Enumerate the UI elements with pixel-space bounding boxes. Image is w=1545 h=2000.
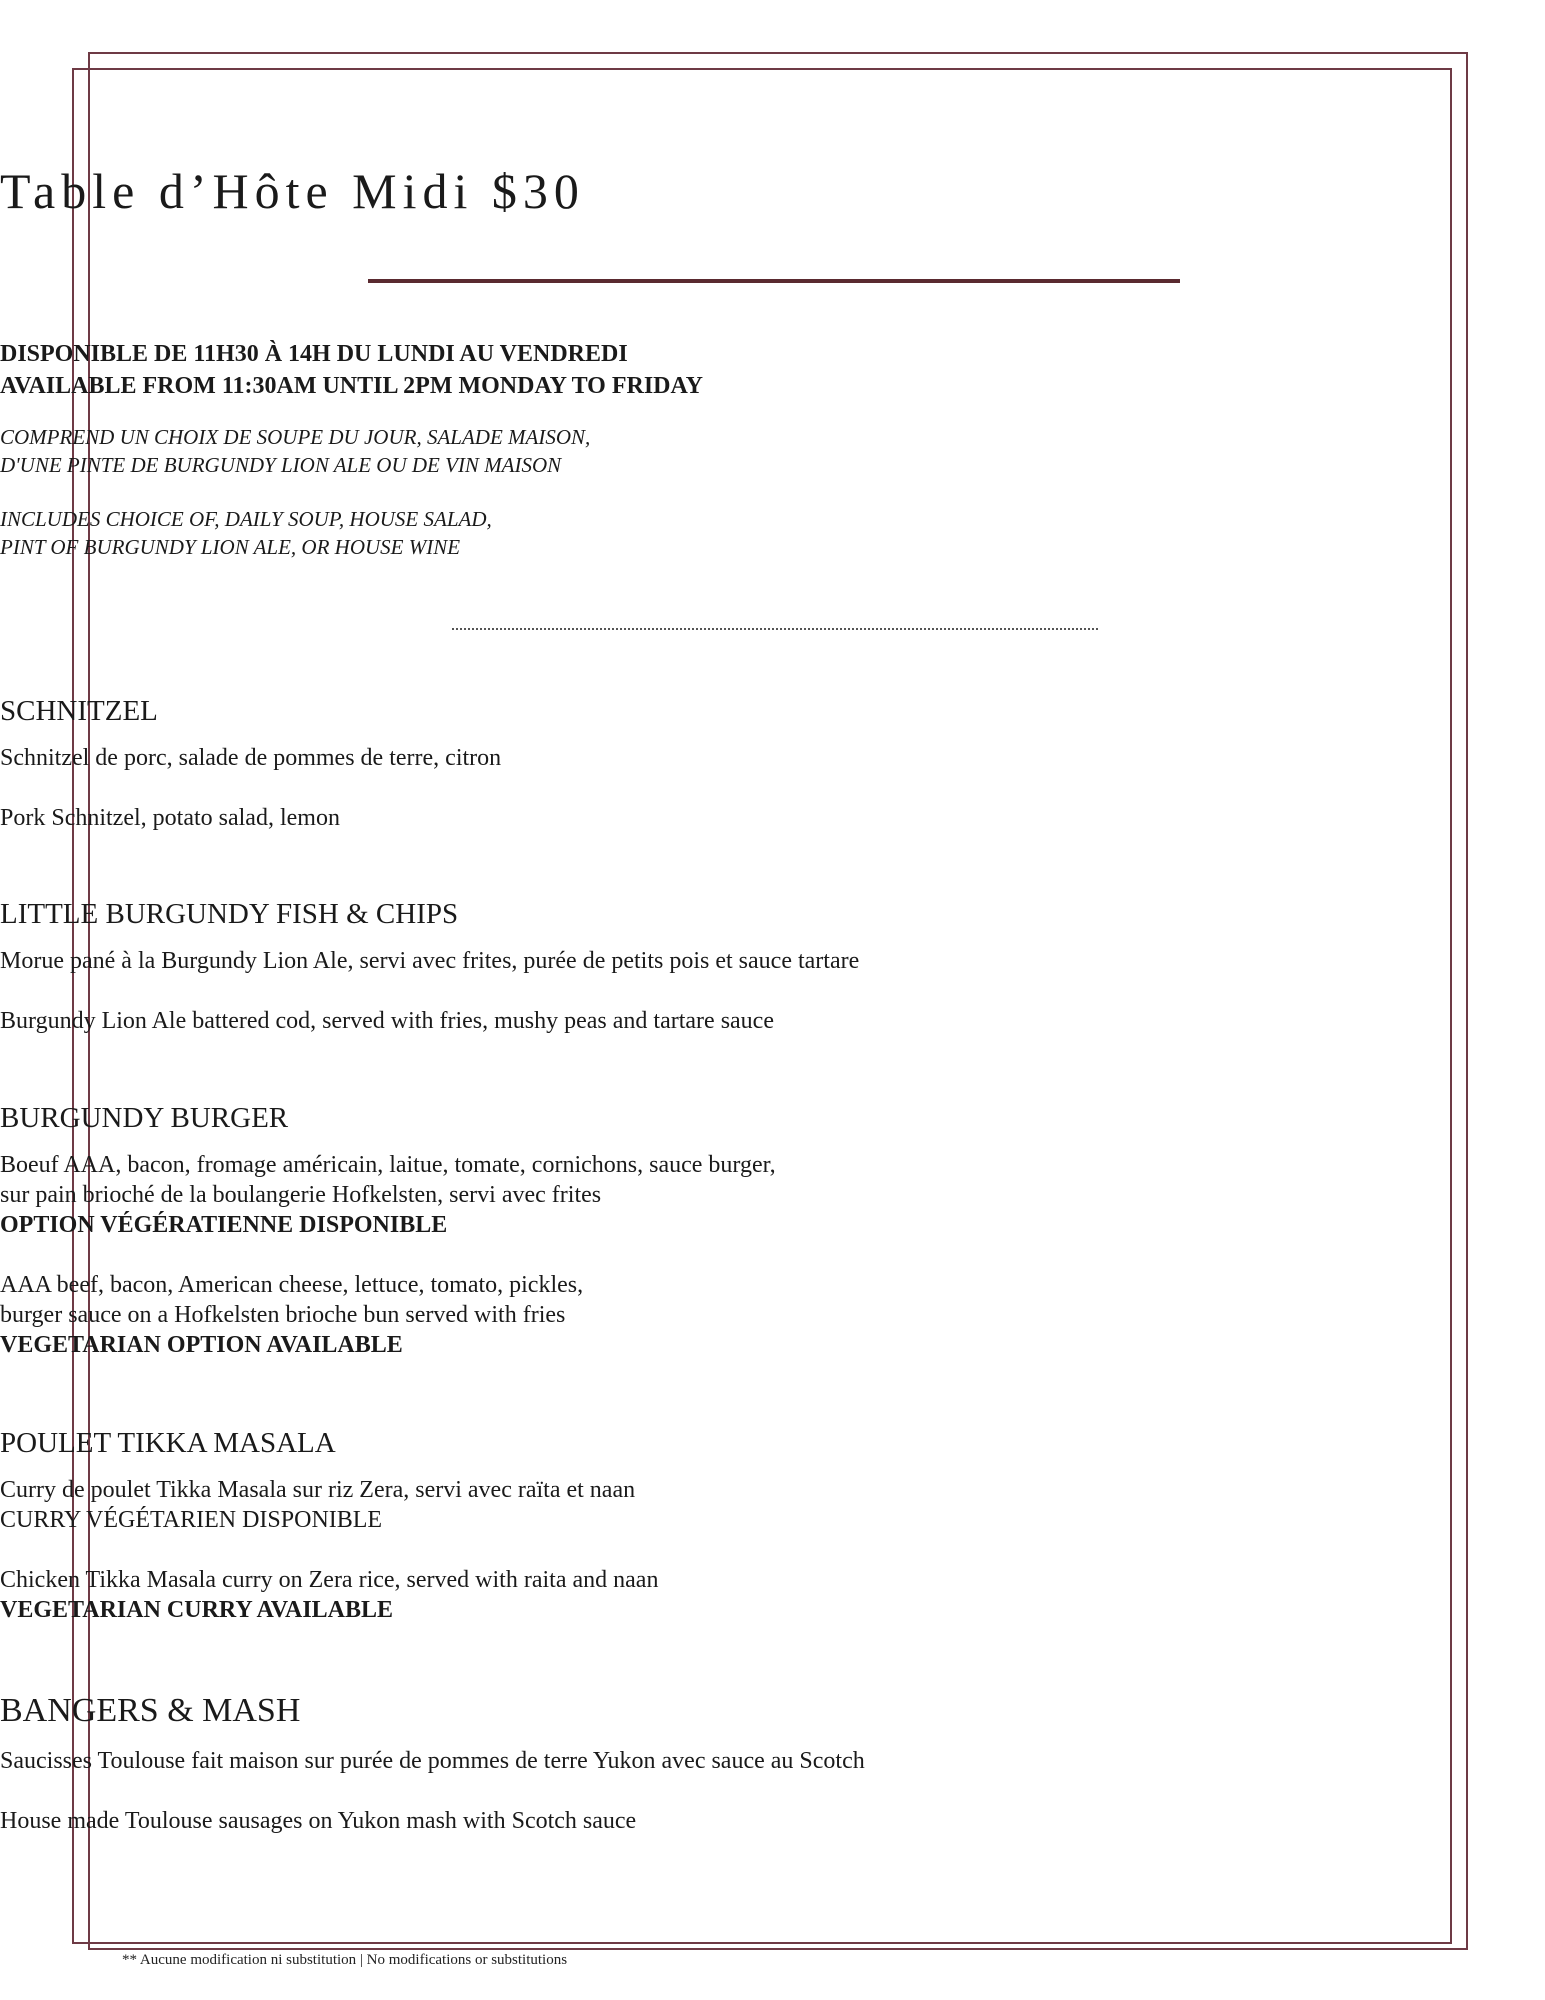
- dish-name: SCHNITZEL: [0, 695, 158, 727]
- dish-option-fr: CURRY VÉGÉTARIEN DISPONIBLE: [0, 1507, 383, 1533]
- availability-block: [0, 338, 1545, 402]
- dish-schnitzel: [0, 693, 1545, 833]
- dish-option-en: VEGETARIAN CURRY AVAILABLE: [0, 1597, 394, 1623]
- dish-desc-en-1: AAA beef, bacon, American cheese, lettuce, tomato, pickles,: [0, 1272, 584, 1298]
- dish-fish-and-chips: [0, 896, 1545, 1036]
- dish-bangers-and-mash: [0, 1690, 1545, 1836]
- availability-fr: DISPONIBLE DE 11H30 À 14H DU LUNDI AU VENDREDI: [0, 341, 628, 367]
- dish-desc-fr-1: Boeuf AAA, bacon, fromage américain, laitue, tomate, cornichons, sauce burger,: [0, 1152, 776, 1178]
- dish-name: BURGUNDY BURGER: [0, 1102, 289, 1134]
- dish-name: BANGERS & MASH: [0, 1692, 301, 1729]
- includes-fr: [0, 423, 1545, 479]
- dish-option-en: VEGETARIAN OPTION AVAILABLE: [0, 1332, 403, 1358]
- footnote: ** Aucune modification ni substitution | No modifications or substitutions: [122, 1952, 568, 1968]
- availability-en: AVAILABLE FROM 11:30AM UNTIL 2PM MONDAY TO FRIDAY: [0, 373, 703, 399]
- dish-desc-fr: Schnitzel de porc, salade de pommes de terre, citron: [0, 745, 502, 771]
- includes-en-line-1: INCLUDES CHOICE OF, DAILY SOUP, HOUSE SALAD,: [0, 507, 492, 531]
- title-rule: [368, 279, 1180, 283]
- dish-desc-fr-2: sur pain brioché de la boulangerie Hofkelsten, servi avec frites: [0, 1182, 602, 1208]
- dish-desc-en: House made Toulouse sausages on Yukon mash with Scotch sauce: [0, 1808, 637, 1834]
- dotted-divider: [452, 628, 1098, 630]
- dish-desc-fr: Morue pané à la Burgundy Lion Ale, servi avec frites, purée de petits pois et sauce tartare: [0, 948, 860, 974]
- dish-option-fr: OPTION VÉGÉRATIENNE DISPONIBLE: [0, 1212, 448, 1238]
- dish-desc-fr: Curry de poulet Tikka Masala sur riz Zera, servi avec raïta et naan: [0, 1477, 636, 1503]
- includes-fr-line-2: D'UNE PINTE DE BURGUNDY LION ALE OU DE VIN MAISON: [0, 453, 562, 477]
- dish-poulet-tikka-masala: [0, 1425, 1545, 1625]
- dish-desc-fr: Saucisses Toulouse fait maison sur purée de pommes de terre Yukon avec sauce au Scotch: [0, 1748, 865, 1774]
- dish-desc-en: Chicken Tikka Masala curry on Zera rice, served with raita and naan: [0, 1567, 659, 1593]
- includes-en: [0, 505, 1545, 561]
- dish-desc-en: Pork Schnitzel, potato salad, lemon: [0, 805, 340, 831]
- includes-fr-line-1: COMPREND UN CHOIX DE SOUPE DU JOUR, SALADE MAISON,: [0, 425, 591, 449]
- dish-desc-en: Burgundy Lion Ale battered cod, served with fries, mushy peas and tartare sauce: [0, 1008, 774, 1034]
- includes-en-line-2: PINT OF BURGUNDY LION ALE, OR HOUSE WINE: [0, 535, 461, 559]
- menu-title: Table d’Hôte Midi $30: [0, 163, 585, 219]
- dish-name: POULET TIKKA MASALA: [0, 1427, 336, 1459]
- dish-burgundy-burger: [0, 1100, 1545, 1360]
- dish-name: LITTLE BURGUNDY FISH & CHIPS: [0, 898, 459, 930]
- dish-desc-en-2: burger sauce on a Hofkelsten brioche bun served with fries: [0, 1302, 566, 1328]
